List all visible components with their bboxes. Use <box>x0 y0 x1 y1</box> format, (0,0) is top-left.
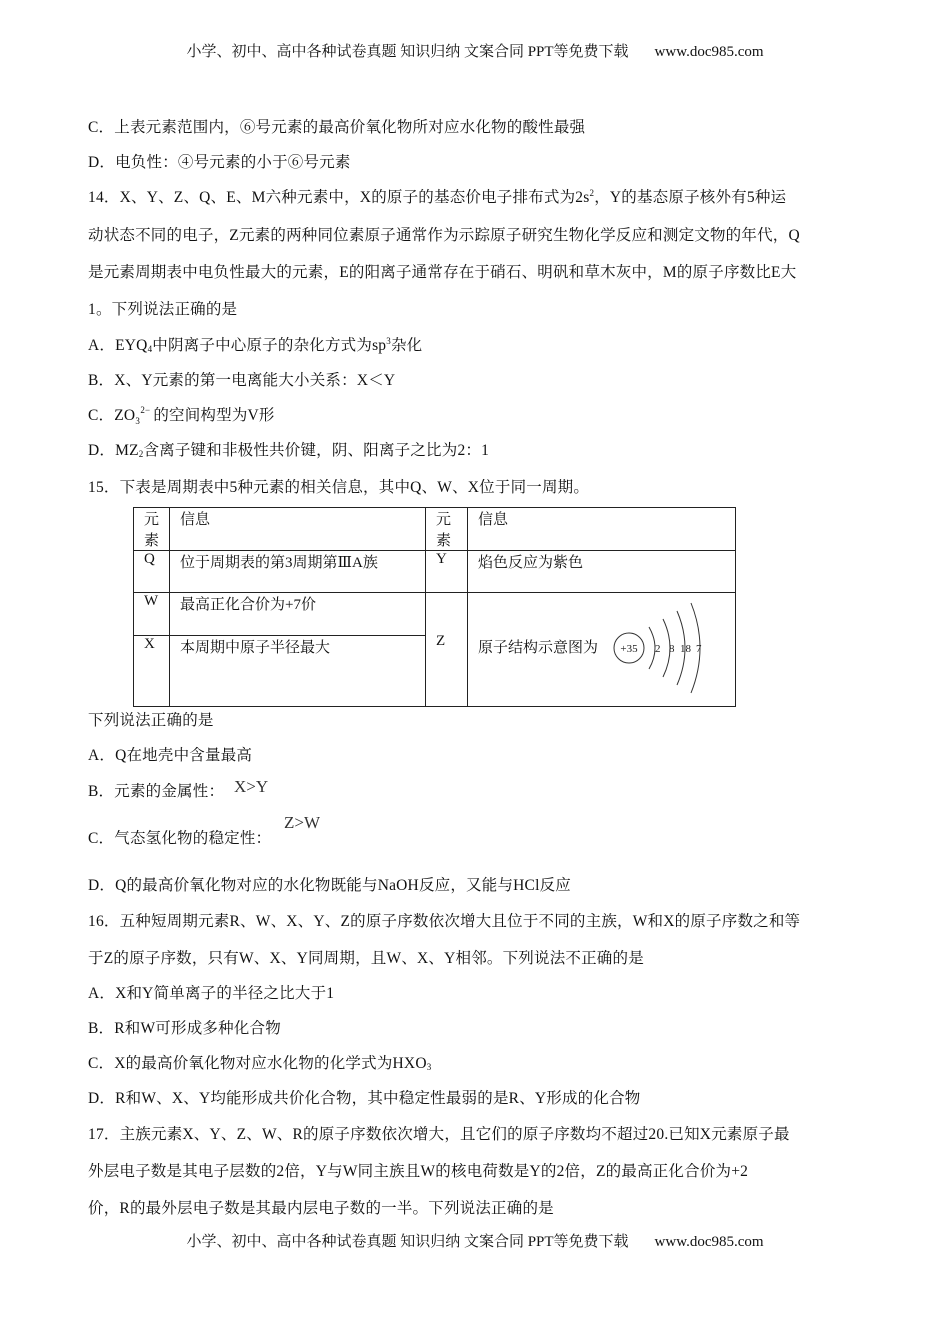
q15-option-d: D．Q的最高价氧化物对应的水化物既能与NaOH反应，又能与HCl反应 <box>88 877 571 894</box>
header-info-1: 信息 <box>170 508 426 551</box>
q17-stem-line3: 价，R的最外层电子数是其最内层电子数的一半。下列说法正确的是 <box>88 1200 554 1217</box>
svg-text:2: 2 <box>655 643 661 655</box>
q14-stem-line3: 是元素周期表中电负性最大的元素，E的阳离子通常存在于硝石、明矾和草木灰中，M的原子序数比E大 <box>88 264 797 281</box>
q16-option-a: A．X和Y简单离子的半径之比大于1 <box>88 985 335 1002</box>
q15-option-c-math: Z>W <box>284 813 321 832</box>
q14-stem-line4: 1。下列说法正确的是 <box>88 301 238 318</box>
q15-option-a: A．Q在地壳中含量最高 <box>88 747 253 764</box>
q17-stem-line1: 17．主族元素X、Y、Z、W、R的原子序数依次增大，且它们的原子序数均不超过20.已知X元素原子最 <box>88 1126 790 1143</box>
cell-element-x: X <box>134 636 170 707</box>
q17-stem-line2: 外层电子数是其电子层数的2倍，Y与W同主族且W的核电荷数是Y的2倍，Z的最高正化合价为+2 <box>88 1163 749 1180</box>
cell-info-q: 位于周期表的第3周期第ⅢA族 <box>170 551 426 593</box>
table-row <box>134 551 736 593</box>
footer-text: 小学、初中、高中各种试卷真题 知识归纳 文案合同 PPT等免费下载 <box>186 1234 629 1250</box>
q16-option-c: C．X的最高价氧化物对应水化物的化学式为$HXO_3$ <box>88 1055 432 1072</box>
q14-stem-line1: 14．X、Y、Z、Q、E、M六种元素中，X的原子的基态价电子排布式为$2s^2$，Y的基态原子核外有5种运 <box>88 188 787 206</box>
svg-text:18: 18 <box>680 643 692 655</box>
cell-element-z: Z <box>426 593 468 707</box>
q15-option-b-math: X>Y <box>234 777 269 796</box>
svg-text:8: 8 <box>669 643 675 655</box>
cell-info-z <box>468 593 736 707</box>
header-element-2: 元素 <box>426 508 468 551</box>
q13-option-d: D．电负性：④号元素的小于⑥号元素 <box>88 154 351 171</box>
q15-option-b: B．元素的金属性： <box>88 783 225 800</box>
atom-structure-diagram-icon <box>613 601 723 696</box>
atom-diagram-label: 原子结构示意图为 <box>478 640 599 656</box>
cell-element-w: W <box>134 593 170 636</box>
q14-stem-line2: 动状态不同的电子，Z元素的两种同位素原子通常作为示踪原子研究生物化学反应和测定文物的年代，Q <box>88 227 800 244</box>
q14-option-b: B．X、Y元素的第一电离能大小关系：X＜Y <box>88 372 396 389</box>
q14-option-a: A．$EYQ_4$中阴离子中心原子的杂化方式为$sp^3$杂化 <box>88 336 423 354</box>
footer-url[interactable]: www.doc985.com <box>654 1234 764 1250</box>
header-url[interactable]: www.doc985.com <box>654 44 764 60</box>
header-info-2: 信息 <box>468 508 736 551</box>
q16-stem-line1: 16．五种短周期元素R、W、X、Y、Z的原子序数依次增大且位于不同的主族，W和X的原子序数之和等 <box>88 913 801 930</box>
q14-option-d: D．$MZ_2$含离子键和非极性共价键，阴、阳离子之比为2：1 <box>88 442 490 459</box>
header-text: 小学、初中、高中各种试卷真题 知识归纳 文案合同 PPT等免费下载 <box>186 44 629 60</box>
q15-prompt: 下列说法正确的是 <box>88 712 214 729</box>
cell-info-y: 焰色反应为紫色 <box>468 551 736 593</box>
table-row <box>134 593 736 636</box>
header-element-1: 元素 <box>134 508 170 551</box>
q16-option-b: B．R和W可形成多种化合物 <box>88 1020 281 1037</box>
q16-option-d: D．R和W、X、Y均能形成共价化合物，其中稳定性最弱的是R、Y形成的化合物 <box>88 1090 641 1107</box>
element-info-table <box>133 507 736 707</box>
cell-element-y: Y <box>426 551 468 593</box>
q16-stem-line2: 于Z的原子序数，只有W、X、Y同周期，且W、X、Y相邻。下列说法不正确的是 <box>88 950 644 967</box>
q15-stem: 15．下表是周期表中5种元素的相关信息，其中Q、W、X位于同一周期。 <box>88 479 590 496</box>
cell-info-w: 最高正化合价为+7价 <box>170 593 426 636</box>
cell-info-x: 本周期中原子半径最大 <box>170 636 426 707</box>
q15-option-c: C．气态氢化物的稳定性： <box>88 830 272 847</box>
svg-text:7: 7 <box>696 643 702 655</box>
q14-option-c: C．ZO 3 2− 的空间构型为V形 <box>88 405 275 426</box>
cell-element-q: Q <box>134 551 170 593</box>
table-header-row <box>134 508 736 551</box>
page-header <box>0 40 950 61</box>
q13-option-c: C．上表元素范围内，⑥号元素的最高价氧化物所对应水化物的酸性最强 <box>88 119 586 136</box>
svg-text:+35: +35 <box>620 643 638 655</box>
page-footer <box>0 1230 950 1251</box>
